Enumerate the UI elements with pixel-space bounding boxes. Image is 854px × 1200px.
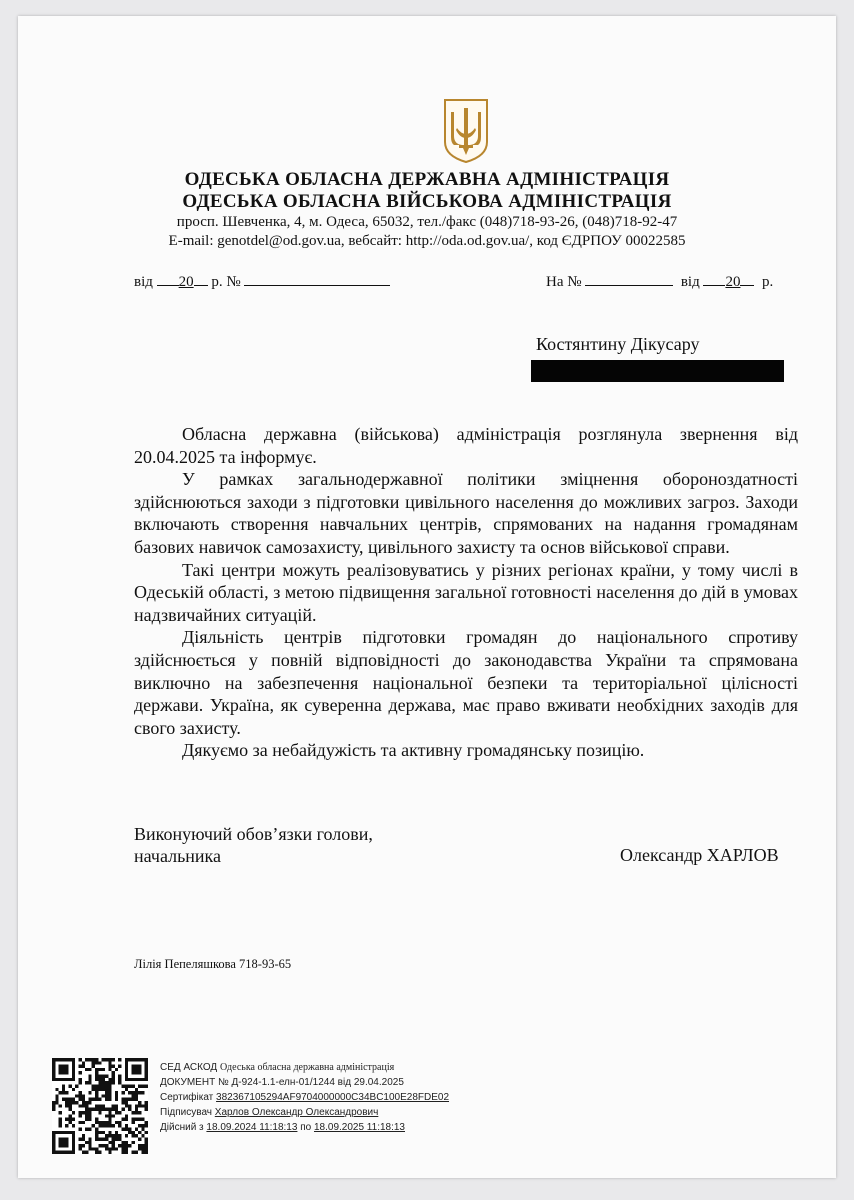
signer-position-line1: Виконуючий обов’язки голови, [134,824,373,844]
valid-to-label: по [300,1122,312,1133]
system-org: Одеська обласна державна адміністрація [219,1062,395,1073]
document-from: від [337,1077,352,1088]
system-label: СЕД АСКОД [160,1062,218,1073]
trident-coat-of-arms-icon [443,98,489,164]
from-label: від [134,274,153,290]
year-blank [194,272,208,286]
valid-to: 18.09.2025 11:18:13 [313,1122,405,1133]
email-website-line: E-mail: genotdel@od.gov.ua, вебсайт: http://oda.od.gov.ua/, код ЄДРПОУ 00022585 [168,233,686,249]
valid-label: Дійсний з [160,1122,204,1133]
redacted-address-block [531,360,784,382]
recipient-name: Костянтину Дікусару [536,334,700,354]
reply-label: На № [546,274,582,290]
body-paragraph: Діяльність центрів підготовки громадян до національного спротиву здійснюється у повній відповідності до законодавства України та спрямована виключно на забезпечення національної безпеки та територіальної цілісності держави. Україна, як суверенна держава, має право вживати необхідних заходів для свого захисту. [134,627,798,738]
reply-day-blank [703,272,725,286]
reply-number-blank [585,272,673,286]
year-prefix: 20 [178,274,194,290]
body-paragraph: У рамках загальнодержавної політики зміцнення обороноздатності здійснюються заходи з підготовки цивільного населення до можливих загроз. Заходи включають створення навчальних центрів, спрямованих на надання громадянам базових навичок самозахисту, цивільного захисту та основ військової справи. [134,469,798,557]
body-paragraph: Обласна державна (військова) адміністрація розглянула звернення від 20.04.2025 та інформує. [134,424,798,467]
executor-line: Лілія Пепеляшкова 718-93-65 [134,957,292,971]
incoming-registration [546,272,773,291]
certificate-value: 382367105294AF9704000000C34BC100E28FDE02 [216,1092,450,1103]
reply-from-label: від [680,274,700,290]
organization-name-military: ОДЕСЬКА ОБЛАСНА ВІЙСЬКОВА АДМІНІСТРАЦІЯ [182,191,672,212]
reply-year-blank [740,272,754,286]
signer-value: Харлов Олександр Олександрович [214,1107,379,1118]
certificate-label: Сертифікат [160,1092,214,1103]
document-number: Д-924-1.1-елн-01/1244 [231,1077,335,1088]
address-line: просп. Шевченка, 4, м. Одеса, 65032, тел./факс (048)718-93-26, (048)718-92-47 [176,214,678,230]
qr-code-icon [52,1058,148,1154]
reply-year: 20 [725,274,741,290]
signer-label: Підписувач [160,1107,212,1118]
outgoing-registration [134,272,390,291]
signer-position [134,823,373,867]
valid-from: 18.09.2024 11:18:13 [206,1122,298,1133]
reply-suffix: р. [761,274,774,290]
signer-name: Олександр ХАРЛОВ [620,845,779,865]
electronic-signature-stamp [160,1060,449,1135]
organization-name-state: ОДЕСЬКА ОБЛАСНА ДЕРЖАВНА АДМІНІСТРАЦІЯ [184,169,670,190]
body-paragraph: Дякуємо за небайдужість та активну громадянську позицію. [182,740,645,761]
document-date: 29.04.2025 [353,1077,404,1088]
letter-body [134,423,798,762]
year-suffix: р. № [211,274,241,290]
day-blank [157,272,179,286]
document-label: ДОКУМЕНТ № [160,1077,229,1088]
signer-position-line2: начальника [134,846,222,866]
body-paragraph: Такі центри можуть реалізовуватись у різних регіонах країни, у тому числі в Одеській області, з метою підвищення загальної готовності населення до дій в умовах надзвичайних ситуацій. [134,559,798,625]
number-blank [244,272,390,286]
